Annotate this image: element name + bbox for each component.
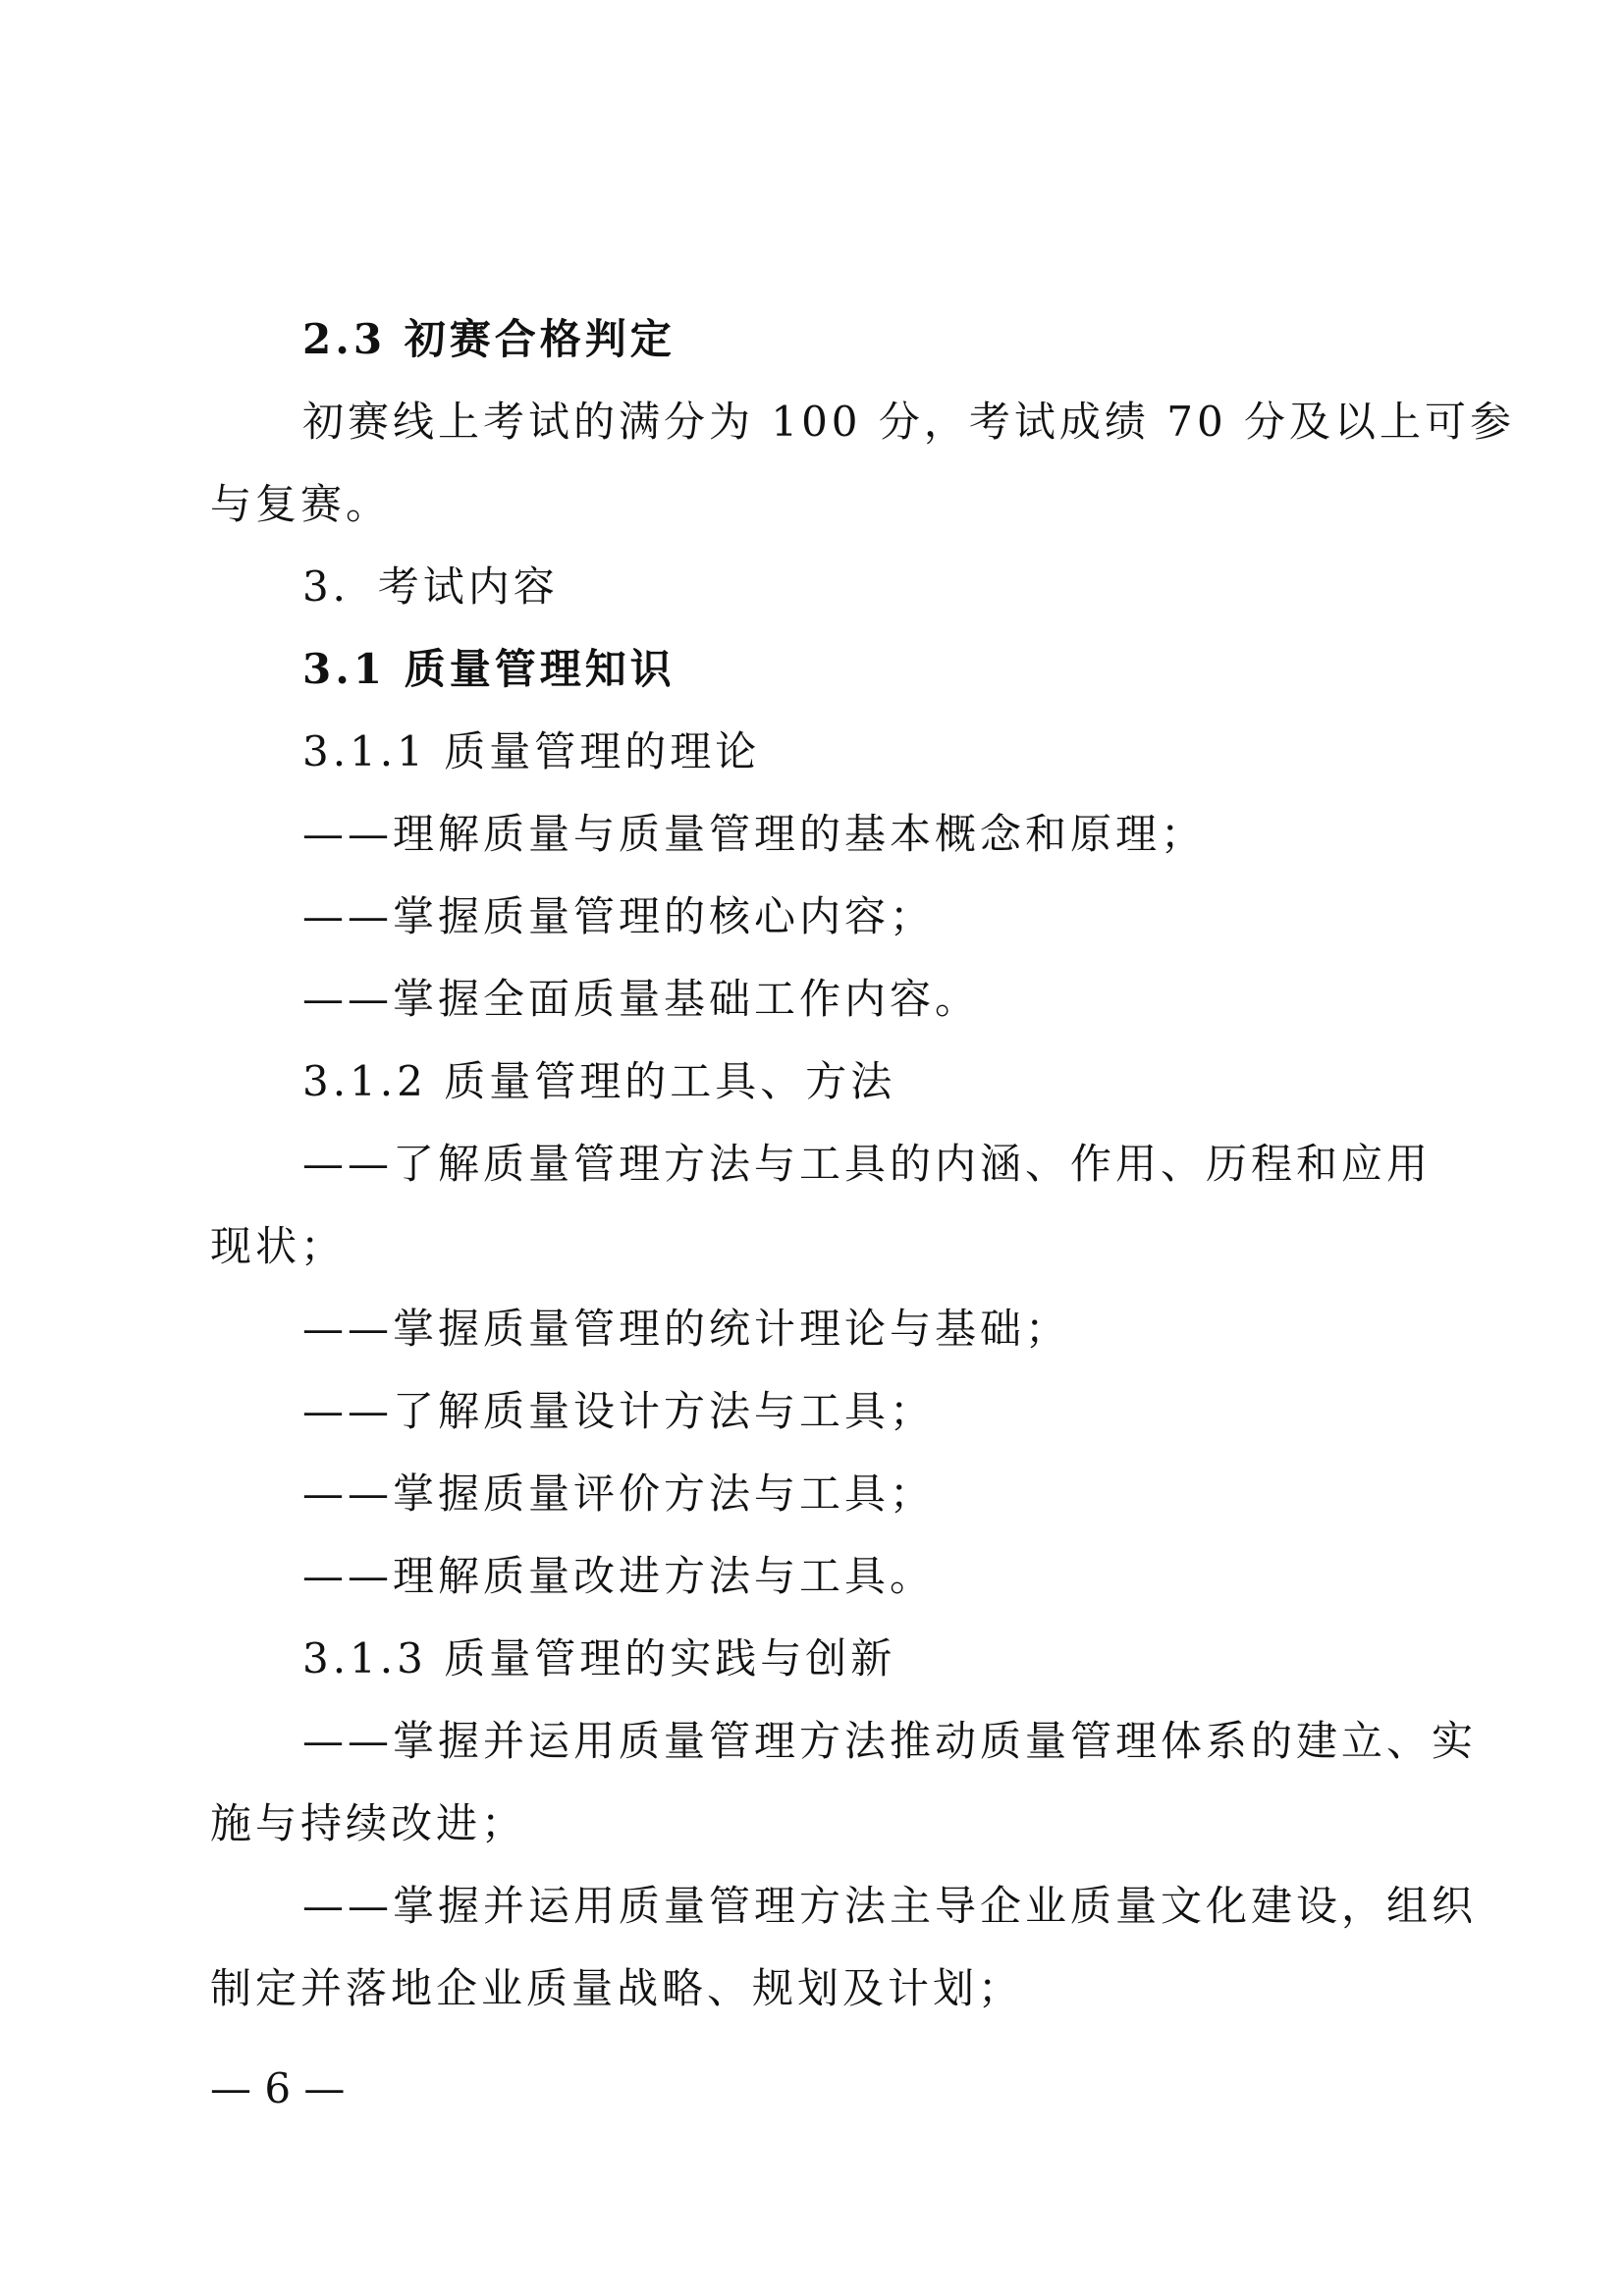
paragraph-line: 初赛线上考试的满分为 100 分，考试成绩 70 分及以上可参 — [302, 398, 1516, 446]
page-number: — 6 — — [210, 2064, 346, 2112]
list-item: ——掌握质量评价方法与工具； — [302, 1469, 936, 1518]
list-item: ——掌握全面质量基础工作内容。 — [302, 975, 981, 1023]
list-item: ——理解质量与质量管理的基本概念和原理； — [302, 810, 1207, 858]
list-item: ——掌握质量管理的统计理论与基础； — [302, 1305, 1071, 1353]
list-item: ——掌握并运用质量管理方法主导企业质量文化建设，组织 — [302, 1882, 1478, 1930]
list-item: ——了解质量设计方法与工具； — [302, 1387, 936, 1435]
heading-3-1-2: 3.1.2 质量管理的工具、方法 — [302, 1057, 896, 1105]
list-item-continuation: 制定并落地企业质量战略、规划及计划； — [210, 1964, 1024, 2012]
list-item: ——掌握并运用质量管理方法推动质量管理体系的建立、实 — [302, 1717, 1478, 1765]
heading-3-1-1: 3.1.1 质量管理的理论 — [302, 727, 761, 775]
heading-2-3: 2.3 初赛合格判定 — [302, 315, 676, 363]
heading-3-1: 3.1 质量管理知识 — [302, 645, 676, 693]
list-item: ——了解质量管理方法与工具的内涵、作用、历程和应用 — [302, 1140, 1433, 1188]
list-item-continuation: 施与持续改进； — [210, 1799, 527, 1847]
list-item: ——理解质量改进方法与工具。 — [302, 1552, 936, 1600]
list-item: ——掌握质量管理的核心内容； — [302, 892, 936, 940]
paragraph-line: 与复赛。 — [210, 480, 392, 528]
heading-3-1-3: 3.1.3 质量管理的实践与创新 — [302, 1634, 896, 1682]
heading-3: 3．考试内容 — [302, 562, 559, 611]
list-item-continuation: 现状； — [210, 1222, 347, 1270]
